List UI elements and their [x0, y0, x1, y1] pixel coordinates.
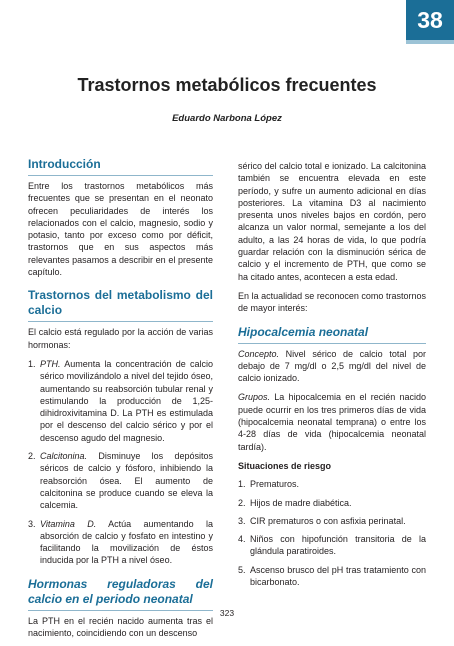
groups-body: La hipocalcemia en el recién nacido puede ocurrir en los tres primeros días de vida (hipocalcemia neonatal temprana) o entre los 4-28 días de vida (hipocalcemia neonatal tardía).	[238, 392, 426, 452]
page-number: 323	[219, 608, 235, 618]
groups-lead: Grupos.	[238, 392, 271, 403]
list-item-text: Ascenso brusco del pH tras tratamiento con bicarbonato.	[250, 564, 426, 588]
list-item-number: 4.	[238, 534, 246, 545]
calcium-metabolism-heading: Trastornos del metabolismo del calcio	[28, 288, 213, 322]
list-item-lead: Calcitonina.	[40, 451, 88, 462]
chapter-number-badge: 38	[406, 0, 454, 40]
intro-heading: Introducción	[28, 157, 213, 176]
calcium-intro-paragraph: El calcio está regulado por la acción de varias hormonas:	[28, 327, 213, 350]
list-item	[238, 497, 426, 509]
list-item-number: 3.	[238, 515, 246, 526]
list-item-text: Prematuros.	[250, 479, 300, 490]
list-item-text	[40, 518, 213, 567]
list-item	[28, 358, 213, 444]
risk-list	[238, 478, 426, 588]
list-item-body: Actúa aumentando la absorción de calcio y fosfato en intestino y facilitando la movilización de éstos inducida por la PTH a nivel óseo.	[40, 518, 213, 566]
right-column	[238, 160, 426, 594]
author-name: Eduardo Narbona López	[172, 113, 282, 124]
list-item-number: 5.	[238, 564, 246, 575]
intro-paragraph: Entre los trastornos metabólicos más frecuentes que se presentan en el neonato ofrecen peculiaridades de interés los relacionados con el calcio, magnesio, sodio y potasio, tanto por exceso como por déficit, trastornos que en sus aspectos más relevantes pasamos a describir en el presente capítulo.	[28, 181, 213, 278]
list-item	[238, 478, 426, 490]
disorders-paragraph: En la actualidad se reconocen como trastornos de mayor interés:	[238, 290, 426, 314]
list-item	[28, 450, 213, 511]
risk-situations-heading: Situaciones de riesgo	[238, 460, 332, 471]
hormones-list	[28, 358, 213, 567]
left-column	[28, 157, 213, 646]
list-item-text: CIR prematuros o con asfixia perinatal.	[250, 515, 406, 526]
list-item-text	[40, 450, 213, 511]
chapter-title: Trastornos metabólicos frecuentes	[77, 75, 377, 95]
list-item-number: 2.	[28, 451, 36, 462]
list-item-text: Hijos de madre diabética.	[250, 497, 352, 508]
list-item-body: Aumenta la concentración de calcio sérico movilizándolo a nivel del tejido óseo, aumentando su reabsorción tubular renal y estimulando la producción de 1,25-dihidroxivitamina D. La PTH es estimulada por el descenso del calcio sérico y por el descenso agudo del magnesio.	[40, 358, 213, 443]
concept-lead: Concepto.	[238, 348, 280, 359]
list-item-number: 1.	[28, 358, 36, 369]
list-item-text: Niños con hipofunción transitoria de la glándula paratiroides.	[250, 534, 426, 557]
hypocalcemia-heading: Hipocalcemia neonatal	[238, 325, 426, 344]
newborn-hormones-heading: Hormonas reguladoras del calcio en el periodo neonatal	[28, 577, 213, 611]
list-item	[238, 515, 426, 527]
list-item	[238, 533, 426, 558]
concept-body: Nivel sérico de calcio total por debajo de 7 mg/dl o 2,5 mg/dl del nivel de calcio ionizado.	[238, 348, 426, 384]
groups-paragraph	[238, 391, 426, 452]
list-item-number: 2.	[238, 497, 246, 508]
list-item-lead: PTH.	[40, 358, 61, 369]
list-item	[238, 564, 426, 589]
concept-paragraph	[238, 348, 426, 385]
list-item-text	[40, 358, 213, 444]
list-item-body: Disminuye los depósitos séricos de calcio y fósforo, inhibiendo la reabsorción ósea. El aumento de calcitonina se produce cuando se eleva la calcemia.	[40, 451, 213, 511]
list-item-lead: Vitamina D.	[40, 518, 97, 529]
list-item-number: 3.	[28, 518, 36, 529]
continued-paragraph: sérico del calcio total e ionizado. La calcitonina también se encuentra elevada en este período, y sufre un aumento adicional en días posteriores. La vitamina D3 al nacimiento presenta unos niveles bajos en cordón, pero alcanza un valor normal, semejante a los del adulto, a las 24 horas de vida, lo que podría guardar relación con la disminución sérica de calcio y el incremento de PTH, que como se ha citado antes, acontecen a esta edad.	[238, 161, 426, 282]
list-item-number: 1.	[238, 479, 246, 490]
newborn-hormones-paragraph: La PTH en el recién nacido aumenta tras el nacimiento, coincidiendo con un descenso	[28, 615, 213, 639]
list-item	[28, 518, 213, 567]
